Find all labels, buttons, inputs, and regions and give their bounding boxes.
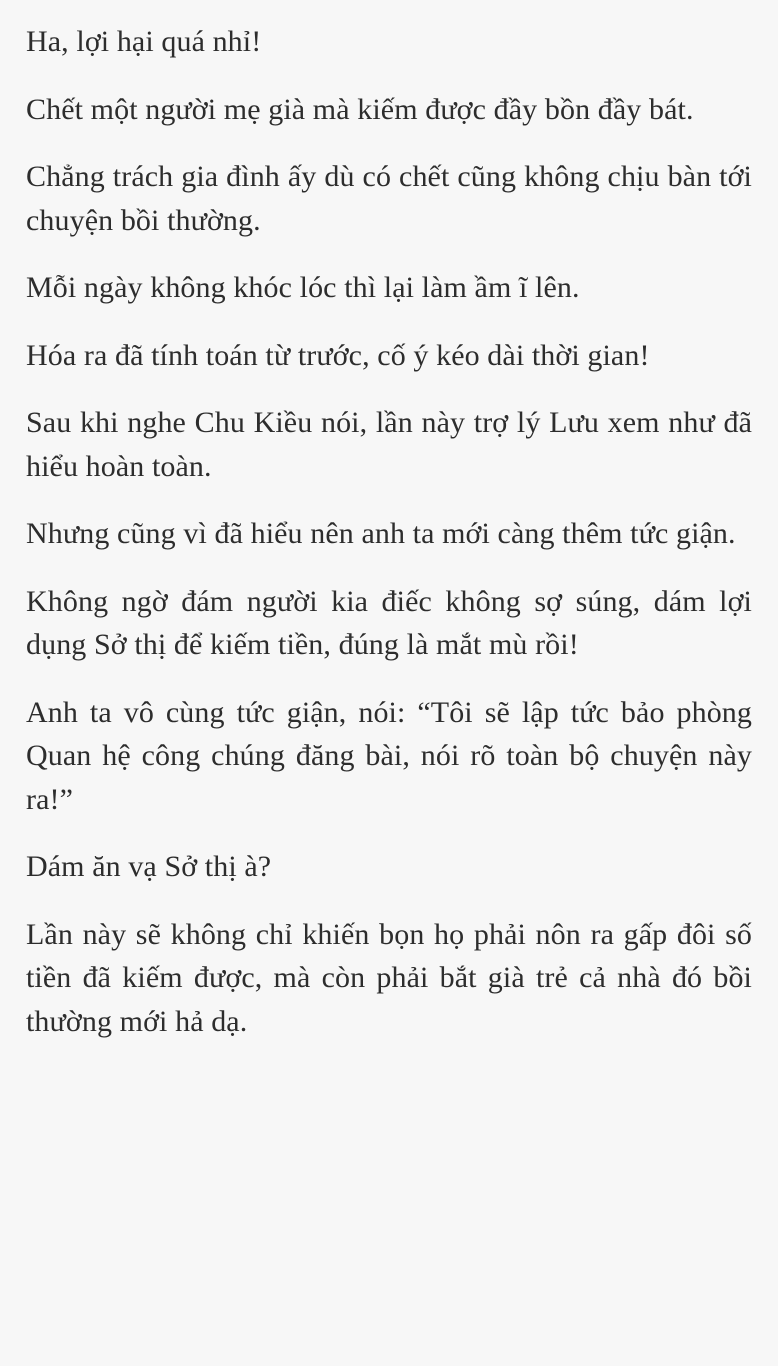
paragraph: Dám ăn vạ Sở thị à? <box>26 850 272 883</box>
paragraph: Hóa ra đã tính toán từ trước, cố ý kéo dài thời gian! <box>26 338 650 372</box>
paragraph: Mỗi ngày không khóc lóc thì lại làm ầm ĩ lên. <box>26 271 580 304</box>
paragraph: Lần này sẽ không chỉ khiến bọn họ phải nôn ra gấp đôi số tiền đã kiếm được, mà còn phải bắt già trẻ cả nhà đó bồi thường mới hả dạ. <box>26 917 752 1038</box>
paragraph: Ha, lợi hại quá nhỉ! <box>26 25 262 58</box>
paragraph: Không ngờ đám người kia điếc không sợ súng, dám lợi dụng Sở thị để kiếm tiền, đúng là mắt mù rồi! <box>26 584 752 661</box>
paragraph: Sau khi nghe Chu Kiều nói, lần này trợ lý Lưu xem như đã hiểu hoàn toàn. <box>26 406 752 483</box>
paragraph: Anh ta vô cùng tức giận, nói: “Tôi sẽ lập tức bảo phòng Quan hệ công chúng đăng bài, nói rõ toàn bộ chuyện này ra!” <box>26 695 752 816</box>
paragraph: Nhưng cũng vì đã hiểu nên anh ta mới càng thêm tức giận. <box>26 517 736 550</box>
paragraph: Chẳng trách gia đình ấy dù có chết cũng không chịu bàn tới chuyện bồi thường. <box>26 160 752 237</box>
paragraph: Chết một người mẹ già mà kiếm được đầy bồn đầy bát. <box>26 92 694 126</box>
